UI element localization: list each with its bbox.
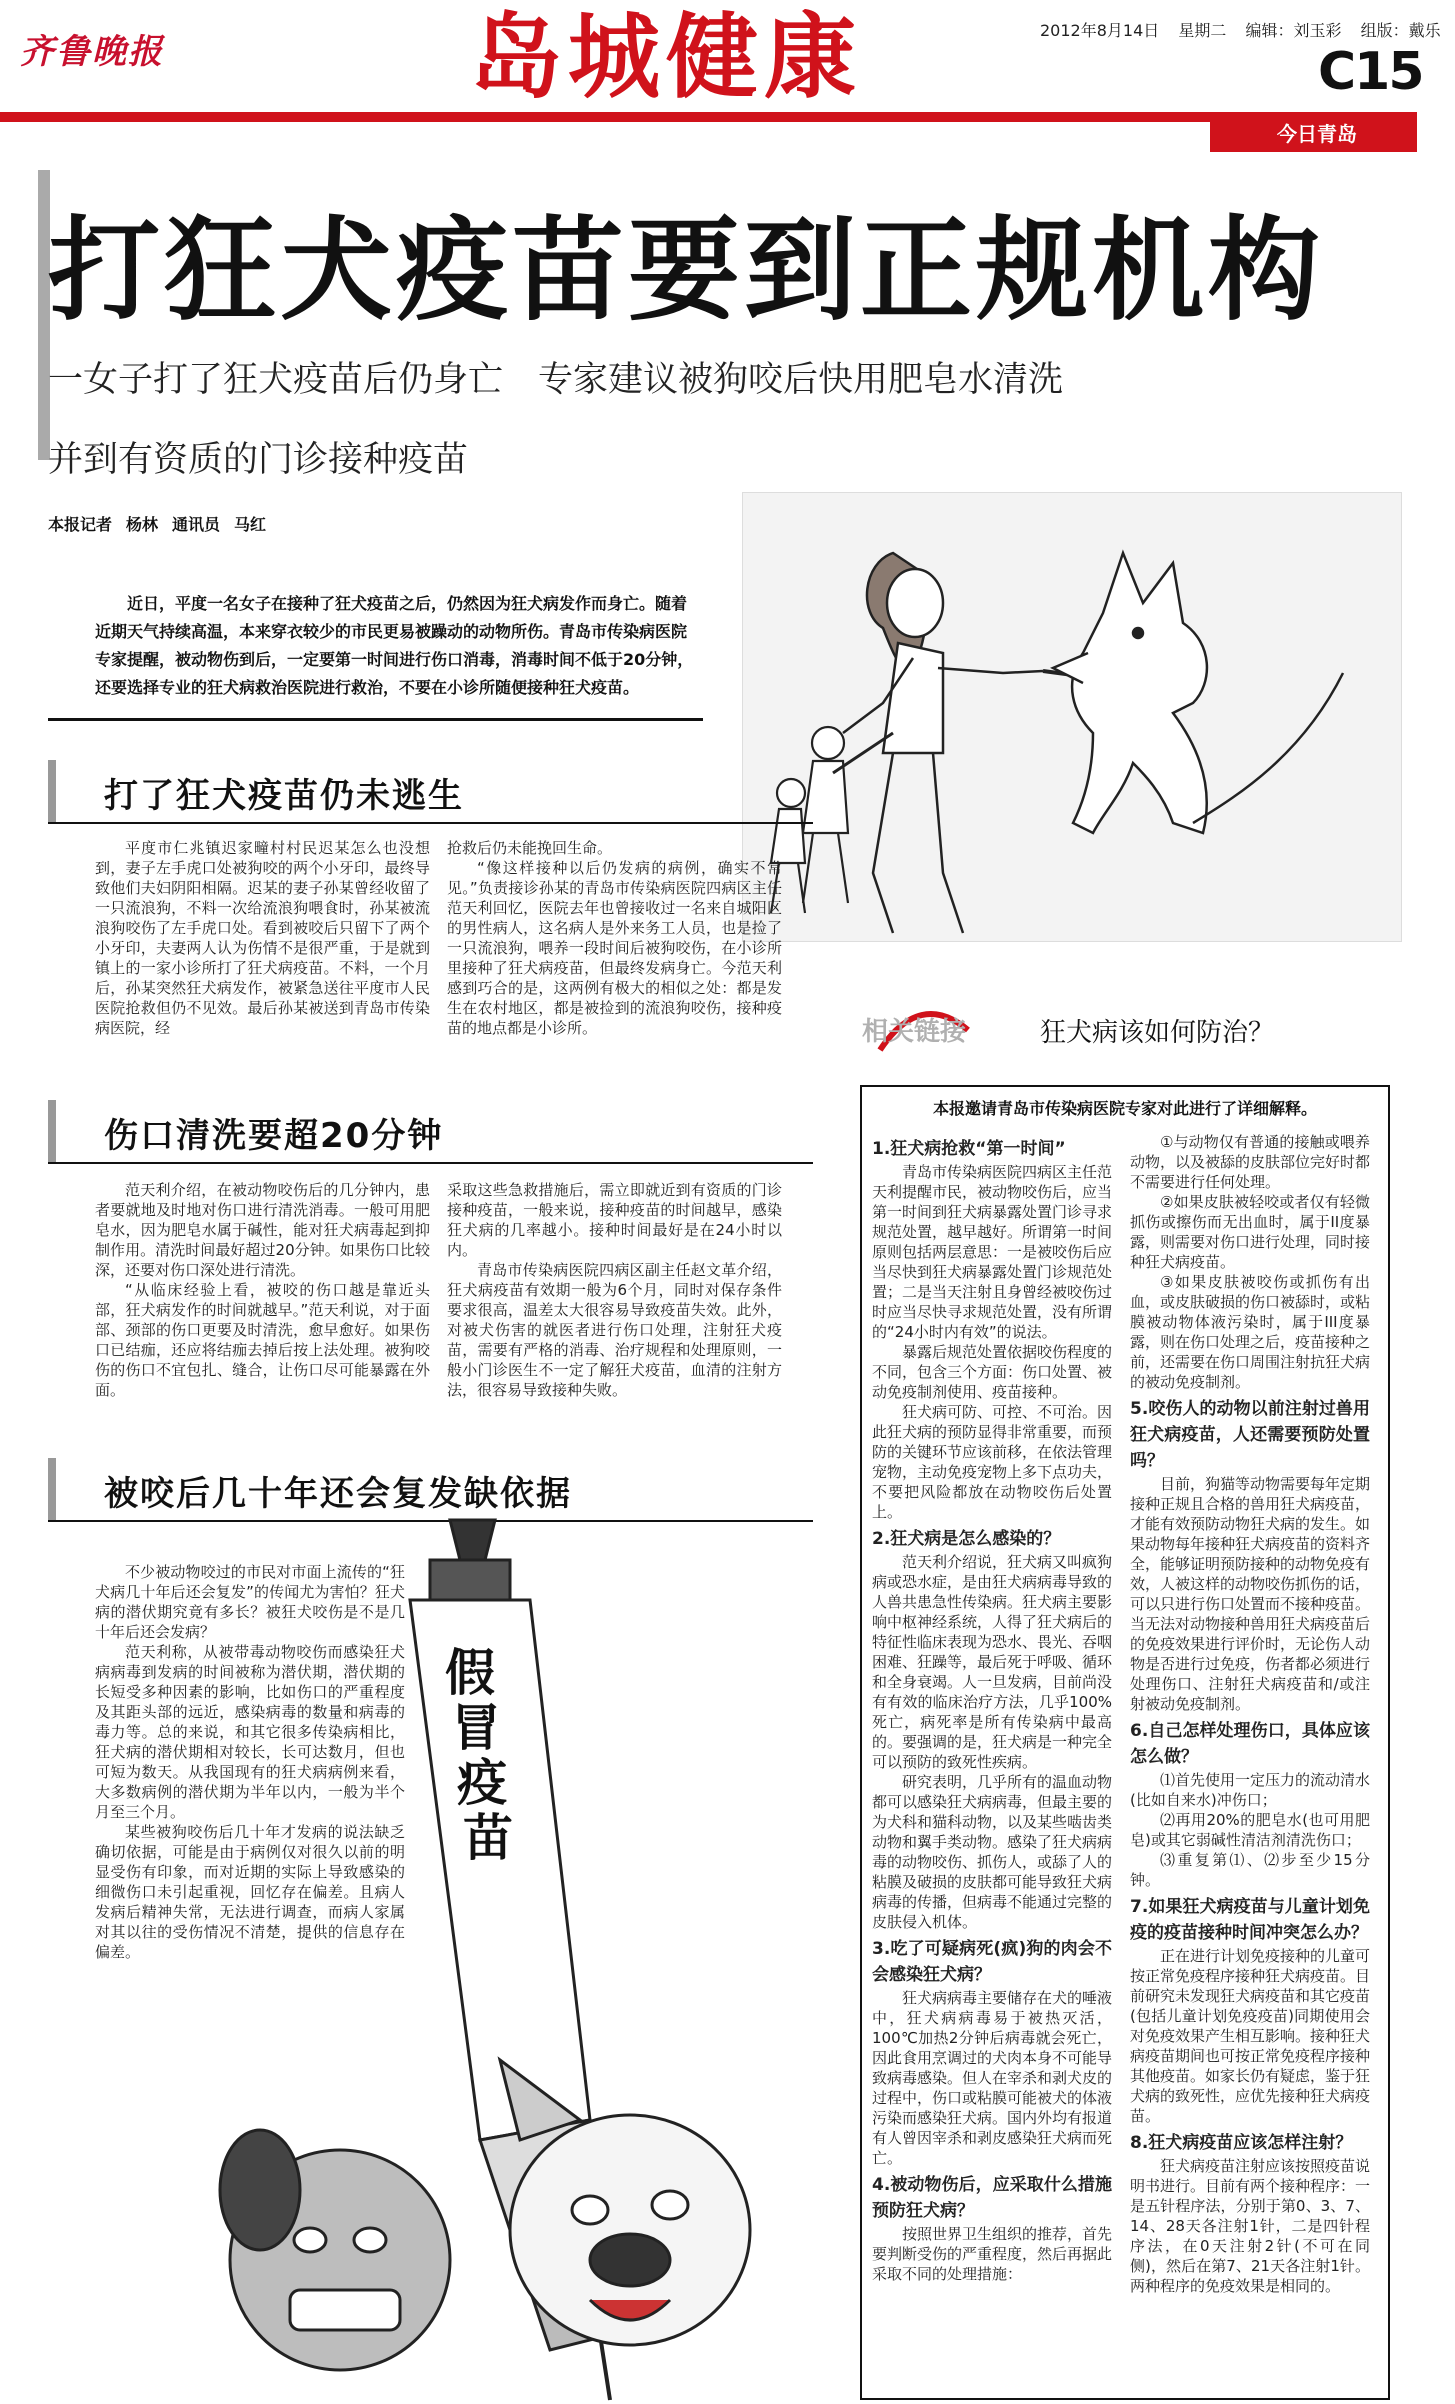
svg-text:假: 假: [445, 1644, 495, 1702]
angry-dog-figure: [1053, 553, 1343, 833]
related-paragraph: 研究表明，几乎所有的温血动物都可以感染狂犬病病毒，但最主要的为犬科和猫科动物，以及某些啮齿类动物和翼手类动物。感染了狂犬病病毒的动物咬伤、抓伤人，或舔了人的粘膜及破损的皮肤都可能导致狂犬病病毒的传播，但病毒不能通过完整的皮肤侵入机体。: [872, 1773, 1113, 1931]
issue-date: 2012年8月14日: [1040, 21, 1160, 40]
svg-text:疫: 疫: [457, 1754, 507, 1812]
related-link-logo: [860, 1000, 970, 1054]
related-question-heading: 3.吃了可疑病死(疯)狗的肉会不会感染狂犬病？: [872, 1939, 1112, 1985]
related-paragraph: 狂犬病疫苗注射应该按照疫苗说明书进行。目前有两个接种程序：一是五针程序法，分别于第0、3、7、14、28天各注射1针，二是四针程序法，在0天注射2针(不可在同侧)，然后在第7、21天各注射1针。两种程序的免疫效果是相同的。: [1130, 2157, 1371, 2295]
subhead-rule-2: [48, 1162, 813, 1164]
section-title: 岛城健康: [470, 4, 863, 111]
related-question-heading: 8.狂犬病疫苗应该怎样注射？: [1130, 2133, 1353, 2153]
page-number: C15: [1318, 42, 1423, 102]
section-tab: 今日青岛: [1210, 112, 1417, 152]
related-paragraph: 正在进行计划免疫接种的儿童可按正常免疫程序接种狂犬病疫苗。目前研究未发现狂犬病疫苗和其它疫苗(包括儿童计划免疫疫苗)同期使用会对免疫效果产生相互影响。接种狂犬病疫苗期间也可按正常免疫程序接种其他疫苗。如家长仍有疑虑，鉴于狂犬病的致死性，应优先接种狂犬病疫苗。: [1130, 1947, 1371, 2125]
designer-credit: 组版：戴乐: [1360, 21, 1441, 40]
related-question-heading: 2.狂犬病是怎么感染的？: [872, 1529, 1061, 1549]
related-paragraph: 范天利介绍说，狂犬病又叫疯狗病或恐水症，是由狂犬病病毒导致的人兽共患急性传染病。狂犬病主要影响中枢神经系统，人得了狂犬病后的特征性临床表现为恐水、畏光、吞咽困难、狂躁等，最后死于呼吸、循环和全身衰竭。人一旦发病，目前尚没有有效的临床治疗方法，几乎100%死亡，病死率是所有传染病中最高的。要强调的是，狂犬病是一种完全可以预防的致死性疾病。: [872, 1553, 1113, 1771]
related-paragraph: 青岛市传染病医院四病区主任范天利提醒市民，被动物咬伤后，应当第一时间到狂犬病暴露处置门诊寻求规范处置，越早越好。所谓第一时间原则包括两层意思：一是被咬伤后应当尽快到狂犬病暴露处置门诊规范处置；二是当天注射且身曾经被咬伤过时应当尽快寻求规范处置，没有所谓的“24小时内有效”的说法。: [872, 1163, 1113, 1341]
article-deck-line-2: 并到有资质的门诊接种疫苗: [48, 440, 469, 480]
section-2-col-2: 采取这些急救措施后，需立即就近到有资质的门诊接种疫苗，一般来说，接种疫苗的时间越早，感染狂犬病的几率越小。接种时间最好是在24小时以内。 青岛市传染病医院四病区副主任赵文革介绍，狂犬病疫苗有效期一般为6个月，同时对保存条件要求很高，温差太大很容易导致疫苗失效。此外，对被犬伤害的就医者进行伤口处理，注射狂犬疫苗，需要有严格的消毒、治疗规程和处理原则，一般小门诊医生不一定了解狂犬疫苗，血清的注射方法，很容易导致接种失败。: [447, 1181, 782, 1399]
lead-rule: [48, 718, 703, 721]
article-lead: 近日，平度一名女子在接种了狂犬疫苗之后，仍然因为狂犬病发作而身亡。随着近期天气持续高温，本来穿衣较少的市民更易被躁动的动物所伤。青岛市传染病医院专家提醒，被动物伤到后，一定要第一时间进行伤口消毒，消毒时间不低于20分钟，还要选择专业的狂犬病救治医院进行救治，不要在小诊所随便接种狂犬疫苗。: [95, 594, 694, 697]
related-paragraph: 狂犬病病毒主要储存在犬的唾液中，狂犬病病毒易于被热灭活，100℃加热2分钟后病毒就会死亡，因此食用烹调过的犬肉本身不可能导致病毒感染。但人在宰杀和剥犬皮的过程中，伤口或粘膜可能被犬的体液污染而感染狂犬病。国内外均有报道有人曾因宰杀和剥皮感染狂犬病而死亡。: [872, 1989, 1113, 2167]
related-paragraph: 按照世界卫生组织的推荐，首先要判断受伤的严重程度，然后再据此采取不同的处理措施：: [872, 2225, 1113, 2283]
svg-text:冒: 冒: [451, 1699, 501, 1757]
section-3-text: 不少被动物咬过的市民对市面上流传的“狂犬病几十年后还会复发”的传闻尤为害怕？狂犬病的潜伏期究竟有多长？被狂犬咬伤是不是几十年后还会发病？ 范天利称，从被带毒动物咬伤而感染狂犬病病毒到发病的时间被称为潜伏期，潜伏期的长短受多种因素的影响，比如伤口的严重程度及其距头部的远近，感染病毒的数量和病毒的毒力等。总的来说，和其它很多传染病相比，狂犬病的潜伏期相对较长，长可达数月，但也可短为数天。从我国现有的狂犬病病例来看，大多数病例的潜伏期为半年以内，一般为半个月至三个月。 某些被狗咬伤后几十年才发病的说法缺乏确切依据，可能是由于病例仅对很久以前的明显受伤有印象，而对近期的实际上导致感染的细微伤口未引起重视，回忆存在偏差。且病人发病后精神失常，无法进行调查，而病人家属对其以往的受伤情况不清楚，提供的信息存在偏差。: [95, 1563, 405, 1961]
subhead-1: 打了狂犬疫苗仍未逃生: [104, 776, 464, 816]
subhead-3: 被咬后几十年还会复发缺依据: [104, 1474, 572, 1514]
cartoon-dog-right: [500, 2060, 750, 2345]
editor-credit: 编辑：刘玉彩: [1245, 21, 1342, 40]
children-figures: [771, 727, 893, 913]
subhead-rule-1: [48, 822, 813, 824]
related-paragraph: 目前，狗猫等动物需要每年定期接种正规且合格的兽用狂犬病疫苗，才能有效预防动物狂犬病的发生。如果动物每年接种狂犬病疫苗的资料齐全，能够证明预防接种的动物免疫有效，人被这样的动物咬伤抓伤的话，可以只进行伤口处置而不接种疫苗。当无法对动物接种兽用狂犬病疫苗后的免疫效果进行评价时，无论伤人动物是否进行过免疫，伤者都必须进行处理伤口、注射狂犬病疫苗和/或注射被动免疫制剂。: [1130, 1475, 1371, 1713]
related-question-heading: 1.狂犬病抢救“第一时间”: [872, 1139, 1066, 1159]
svg-text:苗: 苗: [463, 1809, 513, 1867]
related-col-left: [872, 1132, 1112, 2284]
issue-weekday: 星期二: [1178, 21, 1227, 40]
related-paragraph: ①与动物仅有普通的接触或喂养动物，以及被舔的皮肤部位完好时都不需要进行任何处理。: [1130, 1133, 1371, 1191]
byline: 本报记者 杨林 通讯员 马红: [48, 515, 267, 534]
related-link-title: 狂犬病该如何防治？: [1040, 1018, 1275, 1048]
subhead-2: 伤口清洗要超20分钟: [104, 1116, 444, 1156]
issue-meta: [1040, 18, 1455, 41]
related-paragraph: ③如果皮肤被咬伤或抓伤有出血，或皮肤破损的伤口被舔时，或粘膜被动物体液污染时，属于III度暴露，则在伤口处理之后，疫苗接种之前，还需要在伤口周围注射抗狂犬病的被动免疫制剂。: [1130, 1273, 1371, 1391]
related-question-heading: 6.自己怎样处理伤口，具体应该怎么做？: [1130, 1721, 1370, 1767]
subhead-accent-2: [48, 1100, 56, 1162]
section-2-col-1: 范天利介绍，在被动物咬伤后的几分钟内，患者要就地及时地对伤口进行清洗消毒。一般可用肥皂水，因为肥皂水属于碱性，能对狂犬病毒起到抑制作用。清洗时间最好超过20分钟。如果伤口比较深，还要对伤口深处进行清洗。 “从临床经验上看，被咬的伤口越是靠近头部，狂犬病发作的时间就越早。”范天利说，对于面部、颈部的伤口更要及时清洗，愈早愈好。如果伤口已结痂，还应将结痂去掉后按上法处理。被狗咬伤的伤口不宜包扎、缝合，让伤口尽可能暴露在外面。: [95, 1181, 430, 1399]
article-headline: 打狂犬疫苗要到正规机构: [48, 206, 1324, 336]
related-question-heading: 7.如果狂犬病疫苗与儿童计划免疫的疫苗接种时间冲突怎么办？: [1130, 1897, 1370, 1943]
related-paragraph: 暴露后规范处置依据咬伤程度的不同，包含三个方面：伤口处置、被动免疫制剂使用、疫苗接种。: [872, 1343, 1113, 1401]
related-col-right: [1130, 1132, 1370, 2296]
svg-text:相关链接: 相关链接: [862, 1017, 967, 1047]
subhead-accent-3: [48, 1458, 56, 1520]
subhead-accent-1: [48, 760, 56, 822]
rabies-illustration: [742, 492, 1402, 942]
article-deck-line-1: 一女子打了狂犬疫苗后仍身亡 专家建议被狗咬后快用肥皂水清洗: [48, 360, 1064, 400]
section-1-col-1: 平度市仁兆镇迟家疃村村民迟某怎么也没想到，妻子左手虎口处被狗咬的两个小牙印，最终导致他们夫妇阴阳相隔。迟某的妻子孙某曾经收留了一只流浪狗，不料一次给流浪狗喂食时，孙某被流浪狗咬伤了左手虎口处。看到被咬后只留下了两个小牙印，夫妻两人认为伤情不是很严重，于是就到镇上的一家小诊所打了狂犬病疫苗。不料，一个月后，孙某突然狂犬病发作，被紧急送往平度市人民医院抢救但仍不见效。最后孙某被送到青岛市传染病医院，经: [95, 839, 430, 1037]
cartoon-dog-left: [220, 2130, 450, 2370]
related-question-heading: 5.咬伤人的动物以前注射过兽用狂犬病疫苗，人还需要预防处置吗？: [1130, 1399, 1370, 1471]
related-paragraph: ⑵再用20%的肥皂水(也可用肥皂)或其它弱碱性清洁剂清洗伤口；: [1130, 1811, 1370, 1849]
fake-vaccine-illustration: [230, 1500, 850, 2400]
related-question-heading: 4.被动物伤后，应采取什么措施预防狂犬病？: [872, 2175, 1112, 2221]
section-1-col-2: 抢救后仍未能挽回生命。 “像这样接种以后仍发病的病例，确实不常见。”负责接诊孙某的青岛市传染病医院四病区主任范天利回忆，医院去年也曾接收过一名来自城阳区的男性病人，这名病人是外来务工人员，也是捡了一只流浪狗，喂养一段时间后被狗咬伤，在小诊所里接种了狂犬病疫苗，但最终发病身亡。今范天利感到巧合的是，这两例有极大的相似之处：都是发生在农村地区，都是被捡到的流浪狗咬伤，接种疫苗的地点都是小诊所。: [447, 839, 782, 1037]
related-intro: 本报邀请青岛市传染病医院专家对此进行了详细解释。: [932, 1099, 1317, 1118]
related-paragraph: 狂犬病可防、可控、不可治。因此狂犬病的预防显得非常重要，而预防的关键环节应该前移，在依法管理宠物，主动免疫宠物上多下点功夫，不要把风险都放在动物咬伤后处置上。: [872, 1403, 1113, 1521]
masthead-rule: [0, 112, 1417, 122]
related-paragraph: ②如果皮肤被轻咬或者仅有轻微抓伤或擦伤而无出血时，属于II度暴露，则需要对伤口进行处理，同时接种狂犬病疫苗。: [1130, 1193, 1371, 1271]
related-paragraph: ⑶重复第⑴、⑵步至少15分钟。: [1130, 1851, 1370, 1889]
related-paragraph: ⑴首先使用一定压力的流动清水(比如自来水)冲伤口；: [1130, 1771, 1371, 1809]
newspaper-logo: 齐鲁晚报: [20, 32, 164, 72]
